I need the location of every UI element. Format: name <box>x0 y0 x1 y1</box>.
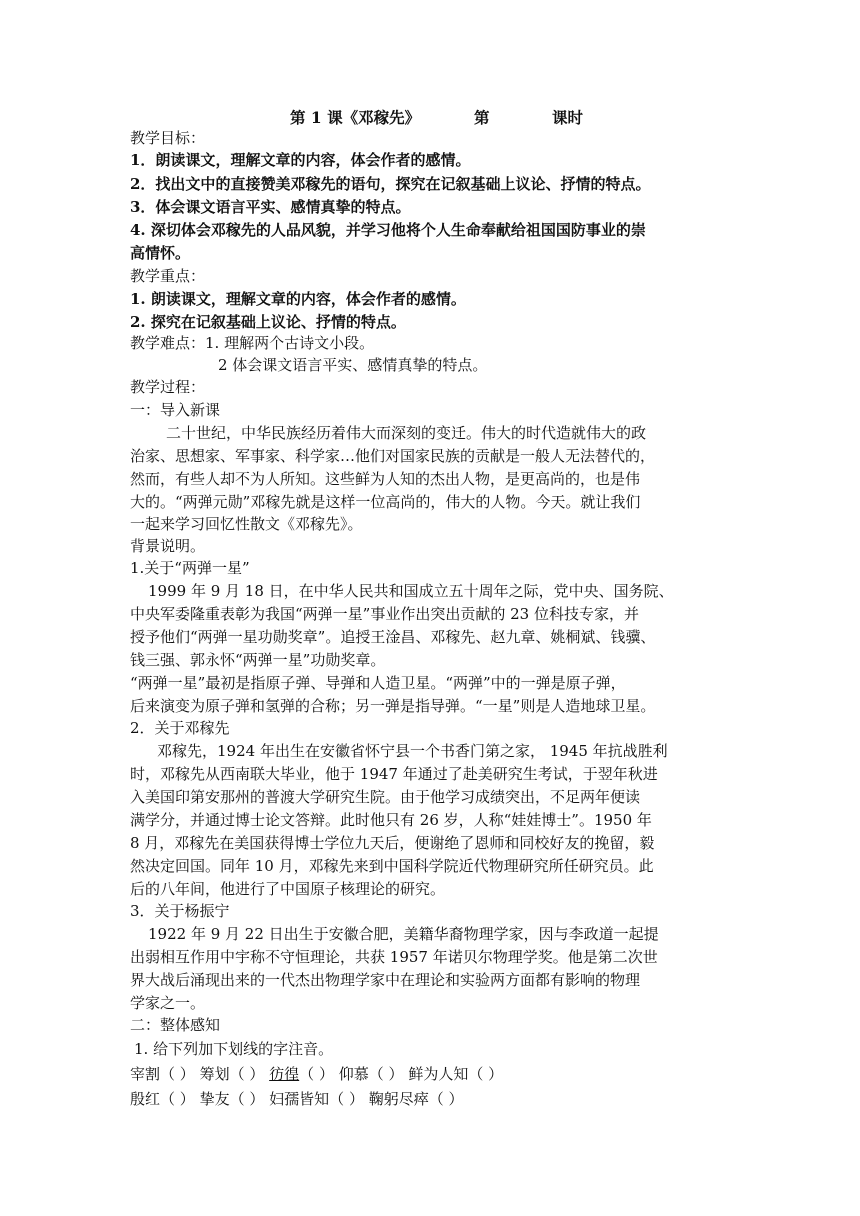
goal-1: 1．朗读课文，理解文章的内容，体会作者的感情。 <box>130 151 471 169</box>
underlined-word: 彷徨 <box>269 1065 300 1083</box>
underlined-word: 挚友 <box>199 1090 230 1108</box>
bg3-line-2: 出弱相互作用中宇称不守恒理论，共获 1957 年诺贝尔物理学奖。他是第二次世 <box>130 948 658 966</box>
underlined-word: 仰慕 <box>338 1065 369 1083</box>
bg3-line-3: 界大战后涌现出来的一代杰出物理学家中在理论和实验两方面都有影响的物理 <box>130 971 641 989</box>
bg2-line-3: 入美国印第安那州的普渡大学研究生院。由于他学习成绩突出，不足两年便读 <box>130 788 641 806</box>
key-points-heading: 教学重点： <box>130 267 206 285</box>
pinyin-row-1 <box>130 1064 503 1084</box>
bg2-line-1: 邓稼先，1924 年出生在安徽省怀宁县一个书香门第之家， 1945 年抗战胜利 <box>157 742 668 760</box>
overall-heading: 二：整体感知 <box>130 1016 221 1034</box>
answer-blank[interactable]: （ ） <box>229 1090 265 1108</box>
period-label-a: 第 <box>474 108 490 127</box>
difficulty-1: 教学难点：1. 理解两个古诗文小段。 <box>130 334 375 352</box>
bg3-line-1: 1922 年 9 月 22 日出生于安徽合肥，美籍华裔物理学家，因与李政道一起提 <box>148 925 659 943</box>
underlined-word: 宰割 <box>130 1065 161 1083</box>
background-3-heading: 3．关于杨振宁 <box>130 902 230 920</box>
underlined-word: 鲜为人知 <box>408 1065 469 1083</box>
intro-line-3: 然而，有些人却不为人所知。这些鲜为人知的杰出人物，是更高尚的，也是伟 <box>130 470 641 488</box>
key-point-2: 2. 探究在记叙基础上议论、抒情的特点。 <box>130 313 406 331</box>
answer-blank[interactable]: （ ） <box>428 1090 464 1108</box>
word-item <box>130 1065 195 1083</box>
underlined-word: 筹划 <box>199 1065 230 1083</box>
answer-blank[interactable]: （ ） <box>299 1065 334 1083</box>
goal-4-line-2: 高情怀。 <box>130 244 191 262</box>
word-item <box>200 1090 265 1108</box>
bg1-line-6: 后来演变为原子弹和氢弹的合称；另一弹是指导弹。“一星”则是人造地球卫星。 <box>130 697 656 715</box>
word-item <box>408 1065 503 1083</box>
goal-4-line-1: 4. 深切体会邓稼先的人品风貌，并学习他将个人生命奉献给祖国国防事业的崇 <box>130 221 646 239</box>
bg2-line-2: 时，邓稼先从西南联大毕业，他于 1947 年通过了赴美研究生考试，于翌年秋进 <box>130 765 658 783</box>
bg1-line-4: 钱三强、郭永怀“两弹一星”功勋奖章。 <box>130 651 386 669</box>
background-heading: 背景说明。 <box>130 537 206 555</box>
goal-2: 2．找出文中的直接赞美邓稼先的语句，探究在记叙基础上议论、抒情的特点。 <box>130 175 651 193</box>
period-label-b: 课时 <box>552 108 584 127</box>
intro-line-4: 大的。“两弹元勋”邓稼先就是这样一位高尚的，伟大的人物。今天。就让我们 <box>130 493 641 511</box>
goals-heading: 教学目标： <box>130 129 206 147</box>
word-item <box>269 1065 334 1083</box>
intro-line-1: 二十世纪，中华民族经历着伟大而深刻的变迁。伟大的时代造就伟大的政 <box>166 424 647 442</box>
underlined-word: 妇孺皆知 <box>269 1090 330 1108</box>
answer-blank[interactable]: （ ） <box>468 1065 504 1083</box>
bg2-line-7: 后的八年间，他进行了中国原子核理论的研究。 <box>130 880 446 898</box>
word-item <box>200 1065 265 1083</box>
answer-blank[interactable]: （ ） <box>229 1065 265 1083</box>
bg1-line-2: 中央军委隆重表彰为我国“两弹一星”事业作出突出贡献的 23 位科技专家，并 <box>130 605 639 623</box>
goal-3: 3．体会课文语言平实、感情真挚的特点。 <box>130 198 411 216</box>
intro-line-2: 治家、思想家、军事家、科学家…他们对国家民族的贡献是一般人无法替代的， <box>130 447 656 465</box>
word-item <box>339 1065 404 1083</box>
underlined-word: 殷红 <box>130 1090 161 1108</box>
word-item <box>269 1090 364 1108</box>
underlined-word: 鞠躬尽瘁 <box>368 1090 429 1108</box>
key-point-1: 1. 朗读课文，理解文章的内容，体会作者的感情。 <box>130 290 466 308</box>
background-2-heading: 2．关于邓稼先 <box>130 719 230 737</box>
lesson-name: 第 1 课《邓稼先》 <box>290 108 421 127</box>
process-heading: 教学过程： <box>130 378 206 396</box>
bg2-line-5: 8 月，邓稼先在美国获得博士学位九天后，便谢绝了恩师和同校好友的挽留，毅 <box>130 834 655 852</box>
bg1-line-3: 授予他们“两弹一星功勋奖章”。追授王淦昌、邓稼先、赵九章、姚桐斌、钱骥、 <box>130 628 656 646</box>
word-item <box>130 1090 195 1108</box>
difficulty-2: 2 体会课文语言平实、感情真挚的特点。 <box>218 356 488 374</box>
answer-blank[interactable]: （ ） <box>368 1065 404 1083</box>
word-item <box>369 1090 464 1108</box>
answer-blank[interactable]: （ ） <box>160 1065 195 1083</box>
answer-blank[interactable]: （ ） <box>160 1090 195 1108</box>
intro-heading: 一：导入新课 <box>130 401 221 419</box>
background-1-heading: 1.关于“两弹一星” <box>130 559 250 577</box>
bg1-line-5: “两弹一星”最初是指原子弹、导弹和人造卫星。“两弹”中的一弹是原子弹， <box>130 674 626 692</box>
bg3-line-4: 学家之一。 <box>130 994 206 1012</box>
intro-line-5: 一起来学习回忆性散文《邓稼先》。 <box>130 515 363 533</box>
bg2-line-4: 满学分，并通过博士论文答辩。此时他只有 26 岁，人称“娃娃博士”。1950 年 <box>130 811 652 829</box>
bg2-line-6: 然决定回国。同年 10 月，邓稼先来到中国科学院近代物理研究所任研究员。此 <box>130 857 654 875</box>
answer-blank[interactable]: （ ） <box>329 1090 364 1108</box>
bg1-line-1: 1999 年 9 月 18 日，在中华人民共和国成立五十周年之际，党中央、国务院、 <box>148 582 674 600</box>
question-1: 1. 给下列加下划线的字注音。 <box>134 1040 334 1058</box>
pinyin-row-2 <box>130 1089 464 1109</box>
